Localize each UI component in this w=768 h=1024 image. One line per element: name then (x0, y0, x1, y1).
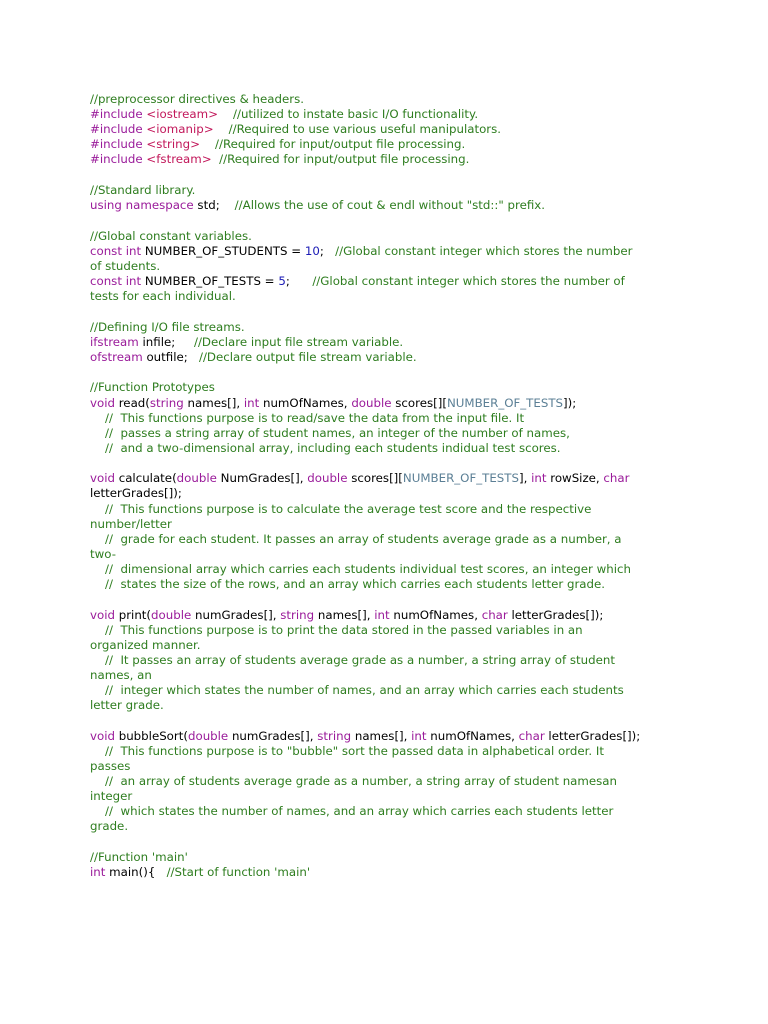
blank-line (90, 213, 690, 229)
calculate-comment: two- (90, 546, 116, 561)
ifstream-keyword: ifstream (90, 334, 139, 349)
include-directive: #include (90, 107, 143, 122)
constant-identifier: NUMBER_OF_TESTS (402, 471, 519, 486)
calculate-comment: // grade for each student. It passes an array of students average grade as a number, a (90, 531, 622, 546)
ofstream-comment: //Declare output file stream variable. (198, 349, 417, 364)
include-line-1 (90, 107, 690, 122)
std-library-comment: //Standard library. (90, 182, 196, 197)
bubblesort-comment: integer (90, 789, 133, 804)
ifstream-comment: //Declare input file stream variable. (193, 334, 404, 349)
print-comment: names, an (90, 668, 152, 682)
print-comment: letter grade. (90, 698, 164, 713)
const-tests-line: const int NUMBER_OF_TESTS = 5; //Global constant integer which stores the number of (90, 273, 625, 288)
const-keyword: const int (90, 273, 142, 288)
include-comment: //Required to use various useful manipulators. (228, 122, 502, 137)
numeric-literal: 5 (278, 273, 286, 288)
int-keyword: int (90, 865, 106, 880)
bubblesort-comment: grade. (90, 819, 129, 834)
const-comment: //Global constant integer which stores the number (335, 243, 633, 258)
ifstream-line: ifstream infile; //Declare input file stream variable. (90, 334, 404, 349)
include-comment: //Required for input/output file processing. (215, 137, 466, 152)
read-comment: // This functions purpose is to read/save the data from the input file. It (90, 410, 525, 425)
read-comment: // passes a string array of student names, an integer of the number of names, (90, 425, 570, 440)
blank-line (90, 834, 690, 850)
include-comment: //Required for input/output file processing. (219, 152, 470, 167)
blank-line (90, 592, 690, 608)
using-comment: //Allows the use of cout & endl without "std::" prefix. (234, 198, 546, 213)
bubblesort-comment: passes (90, 758, 131, 773)
using-keyword: using namespace (90, 198, 194, 213)
print-comment: // integer which states the number of names, and an array which carries each students (90, 683, 624, 698)
io-streams-comment: //Defining I/O file streams. (90, 319, 245, 334)
read-comment: // and a two-dimensional array, including each students indidual test scores. (90, 440, 561, 455)
include-directive: #include (90, 152, 143, 167)
bubblesort-comment: // an array of students average grade as a number, a string array of student namesan (90, 774, 618, 789)
read-prototype: void read(string names[], int numOfNames, double scores[][NUMBER_OF_TESTS]); (90, 395, 577, 410)
blank-line (90, 456, 690, 472)
global-constants-comment: //Global constant variables. (90, 228, 252, 243)
include-line-4 (90, 152, 690, 167)
include-directive: #include (90, 122, 143, 137)
using-namespace-line: using namespace std; //Allows the use of cout & endl without "std::" prefix. (90, 198, 546, 213)
code-document (90, 92, 690, 880)
bubblesort-prototype: void bubbleSort(double numGrades[], string names[], int numOfNames, char letterGrades[]); (90, 728, 641, 743)
const-students-line: const int NUMBER_OF_STUDENTS = 10; //Global constant integer which stores the number (90, 243, 633, 258)
const-comment-wrap: of students. (90, 258, 161, 273)
blank-line (90, 167, 690, 183)
calculate-prototype: void calculate(double NumGrades[], double scores[][NUMBER_OF_TESTS], int rowSize, char (90, 471, 630, 486)
include-header: <fstream> (146, 152, 212, 167)
numeric-literal: 10 (304, 243, 320, 258)
include-header: <string> (146, 137, 201, 152)
print-comment: organized manner. (90, 637, 201, 652)
include-header: <iomanip> (146, 122, 214, 137)
calculate-comment: // states the size of the rows, and an array which carries each students letter grade. (90, 577, 606, 592)
main-function-comment: //Function 'main' (90, 849, 188, 864)
calculate-comment: // dimensional array which carries each students individual test scores, an integer which (90, 561, 631, 576)
include-line-3 (90, 137, 690, 152)
blank-line (90, 365, 690, 381)
const-comment-wrap: tests for each individual. (90, 289, 236, 304)
constant-identifier: NUMBER_OF_TESTS (446, 395, 564, 410)
ofstream-keyword: ofstream (90, 349, 143, 364)
const-keyword: const int (90, 243, 142, 258)
include-directive: #include (90, 137, 143, 152)
main-function-line: int main(){ //Start of function 'main' (90, 865, 311, 880)
print-prototype: void print(double numGrades[], string names[], int numOfNames, char letterGrades[]); (90, 607, 604, 622)
const-comment: //Global constant integer which stores the number of (312, 273, 625, 288)
calculate-prototype-wrap: letterGrades[]); (90, 486, 182, 501)
bubblesort-comment: // which states the number of names, and an array which carries each students letter (90, 804, 614, 819)
print-comment: // This functions purpose is to print the data stored in the passed variables in an (90, 622, 583, 637)
include-line-2 (90, 122, 690, 137)
print-comment: // It passes an array of students average grade as a number, a string array of student (90, 652, 615, 667)
blank-line (90, 713, 690, 729)
ofstream-line: ofstream outfile; //Declare output file stream variable. (90, 349, 417, 364)
bubblesort-comment: // This functions purpose is to "bubble" sort the passed data in alphabetical order. It (90, 743, 605, 758)
blank-line (90, 304, 690, 320)
prototypes-comment: //Function Prototypes (90, 380, 215, 395)
main-comment: //Start of function 'main' (166, 865, 311, 880)
include-header: <iostream> (146, 107, 218, 122)
calculate-comment: // This functions purpose is to calculate the average test score and the respective (90, 501, 592, 516)
preprocessor-comment: //preprocessor directives & headers. (90, 92, 304, 106)
include-comment: //utilized to instate basic I/O functionality. (233, 107, 479, 122)
calculate-comment: number/letter (90, 516, 172, 531)
